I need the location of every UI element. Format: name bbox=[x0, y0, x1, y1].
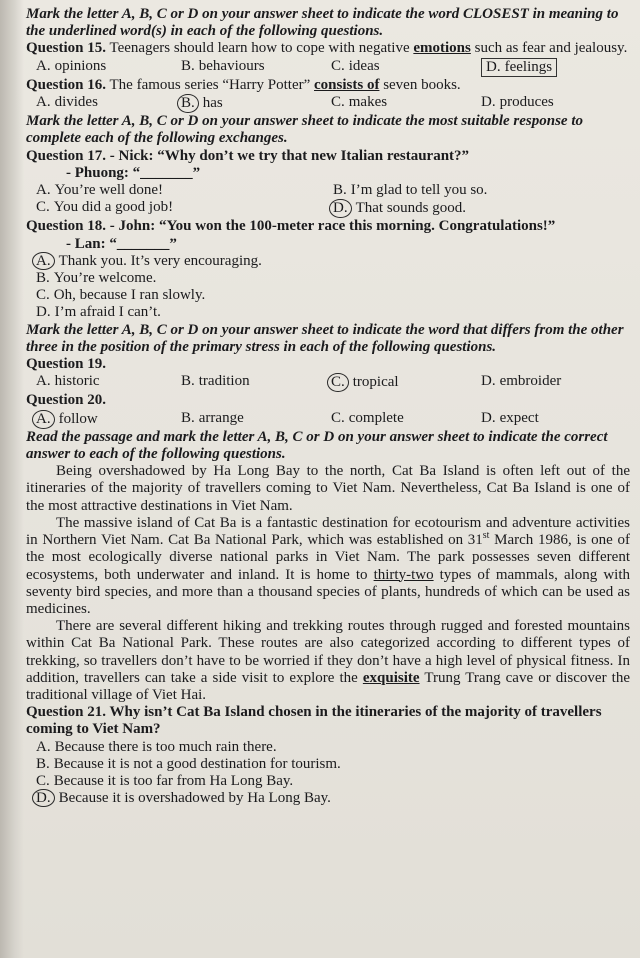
q17-speaker2: - Phuong: “_______” bbox=[66, 164, 201, 181]
q21-option-b[interactable] bbox=[26, 756, 630, 773]
q18-option-d[interactable] bbox=[26, 304, 630, 321]
p3-underlined-word: exquisite bbox=[362, 669, 420, 686]
q16-target: consists of bbox=[314, 76, 380, 93]
q20-option-b[interactable] bbox=[181, 410, 331, 429]
option-letter-circled: D. bbox=[32, 789, 55, 807]
option-letter: C. bbox=[331, 94, 345, 111]
option-letter-circled: D. bbox=[329, 199, 352, 218]
option-letter: C. bbox=[36, 287, 50, 304]
option-letter-circled: C. bbox=[327, 373, 349, 392]
p2-part-c: types of mammals, along with seventy bird species, and more than a thousand species of plants, hundreds of which can be used as medicines. bbox=[26, 566, 630, 617]
option-text: You’re welcome. bbox=[53, 270, 157, 287]
q21-label: Question 21. bbox=[26, 704, 107, 721]
q15-option-d[interactable] bbox=[481, 58, 626, 77]
option-text: opinions bbox=[54, 57, 107, 74]
option-letter: B. bbox=[181, 373, 195, 390]
option-letter: C. bbox=[331, 409, 345, 426]
question-18 bbox=[26, 218, 630, 235]
option-text: You’re well done! bbox=[54, 182, 164, 199]
page-fold-shadow bbox=[0, 0, 24, 958]
option-text: Because there is too much rain there. bbox=[54, 738, 277, 755]
q18-label: Question 18. bbox=[26, 218, 107, 235]
question-16 bbox=[26, 77, 630, 94]
q16-options bbox=[26, 94, 630, 113]
p2-underlined-word: thirty-two bbox=[373, 566, 434, 583]
option-letter: A. bbox=[36, 373, 51, 390]
option-text: divides bbox=[54, 94, 98, 111]
q20-options bbox=[26, 410, 630, 429]
option-letter: C. bbox=[331, 57, 345, 74]
option-letter: A. bbox=[36, 182, 51, 199]
option-letter: C. bbox=[36, 199, 50, 216]
option-text: You did a good job! bbox=[53, 199, 174, 216]
q17-label: Question 17. bbox=[26, 147, 107, 164]
q16-post: seven books. bbox=[383, 76, 461, 93]
option-text: feelings bbox=[504, 58, 553, 75]
q15-option-b[interactable] bbox=[181, 58, 331, 77]
section2-instruction: Mark the letter A, B, C or D on your answer sheet to indicate the most suitable response to complete each of the following exchanges. bbox=[26, 113, 583, 147]
q16-option-b[interactable] bbox=[181, 94, 331, 113]
option-letter: B. bbox=[36, 270, 50, 287]
option-text: Because it is too far from Ha Long Bay. bbox=[53, 772, 294, 789]
option-text: makes bbox=[348, 94, 388, 111]
q19-option-c[interactable] bbox=[331, 373, 481, 392]
option-text: Thank you. It’s very encouraging. bbox=[58, 252, 262, 269]
passage-paragraph-3 bbox=[26, 618, 630, 704]
option-letter: D. bbox=[486, 58, 501, 75]
option-text: produces bbox=[499, 94, 554, 111]
option-text: tradition bbox=[198, 373, 250, 390]
passage-paragraph-1: Being overshadowed by Ha Long Bay to the north, Cat Ba Island is often left out of the itineraries of the majority of travellers coming to Viet Nam. Nevertheless, Cat Ba Island is one of the most attractive destinations in Viet Nam. bbox=[26, 463, 630, 514]
q15-label: Question 15. bbox=[26, 40, 107, 57]
option-letter: B. bbox=[181, 57, 195, 74]
passage-paragraph-2 bbox=[26, 515, 630, 618]
q17-options-row2 bbox=[26, 199, 630, 218]
option-text: Oh, because I ran slowly. bbox=[53, 287, 206, 304]
question-17 bbox=[26, 148, 630, 165]
section4-instruction: Read the passage and mark the letter A, B, C or D on your answer sheet to indicate the correct answer to each of the following questions. bbox=[26, 428, 608, 463]
option-letter: A. bbox=[36, 94, 51, 111]
option-text: ideas bbox=[348, 57, 380, 74]
option-letter-circled: B. bbox=[177, 94, 199, 113]
option-letter: D. bbox=[481, 94, 496, 111]
q19-options bbox=[26, 373, 630, 392]
option-text: complete bbox=[348, 409, 404, 426]
q17-speaker1: - Nick: “Why don’t we try that new Italian restaurant?” bbox=[109, 147, 470, 164]
option-letter: B. bbox=[333, 182, 347, 199]
question-21 bbox=[26, 704, 630, 738]
option-letter: D. bbox=[481, 409, 496, 426]
option-letter: C. bbox=[36, 772, 50, 789]
q16-label: Question 16. bbox=[26, 76, 107, 93]
option-text: follow bbox=[58, 410, 98, 427]
option-text: I’m glad to tell you so. bbox=[350, 182, 488, 199]
option-text: behaviours bbox=[198, 57, 265, 74]
option-text: expect bbox=[499, 409, 539, 426]
option-letter: B. bbox=[181, 409, 195, 426]
option-text: tropical bbox=[352, 374, 399, 391]
p3-part-a: There are several different hiking and trekking routes through rugged and forested mountains within Cat Ba National Park. These routes are also categorized according to different types of trekking, so travellers don’t have to be worried if they don’t have a high level of physical fitness. In addition, travellers can take a side visit to explore the bbox=[26, 618, 630, 686]
p2-superscript: st bbox=[482, 530, 490, 542]
q15-target: emotions bbox=[413, 40, 471, 57]
option-text: has bbox=[202, 95, 223, 112]
q20-option-c[interactable] bbox=[331, 410, 481, 429]
q19-option-b[interactable] bbox=[181, 373, 331, 392]
q21-option-a[interactable] bbox=[26, 739, 630, 756]
q20-label: Question 20. bbox=[26, 392, 107, 409]
option-text: Because it is not a good destination for tourism. bbox=[53, 755, 341, 772]
q18-speaker1: - John: “You won the 100-meter race this morning. Congratulations!” bbox=[109, 218, 556, 235]
q19-option-a[interactable] bbox=[36, 373, 181, 392]
option-text: historic bbox=[54, 373, 100, 390]
question-15 bbox=[26, 40, 630, 57]
q15-option-a[interactable] bbox=[36, 58, 181, 77]
p2-part-a: The massive island of Cat Ba is a fantastic destination for ecotourism and adventure activities in Northern Viet Nam. Cat Ba National Park, which was established on 31 bbox=[26, 514, 630, 549]
q17-options-row1 bbox=[26, 182, 630, 199]
q20-option-a[interactable] bbox=[36, 410, 181, 429]
q16-pre: The famous series “Harry Potter” bbox=[109, 76, 311, 93]
section1-instruction: Mark the letter A, B, C or D on your answer sheet to indicate the word CLOSEST in meaning to the underlined word(s) in each of the following questions. bbox=[26, 6, 619, 40]
q16-option-c[interactable] bbox=[331, 94, 481, 113]
option-letter-circled: A. bbox=[32, 410, 55, 429]
q19-option-d[interactable] bbox=[481, 373, 626, 392]
option-text: Because it is overshadowed by Ha Long Bay. bbox=[58, 790, 331, 807]
q20-option-d[interactable] bbox=[481, 410, 626, 429]
q15-options bbox=[26, 58, 630, 77]
q15-pre: Teenagers should learn how to cope with negative bbox=[109, 40, 410, 57]
q16-option-d[interactable] bbox=[481, 94, 626, 113]
option-text: embroider bbox=[499, 373, 562, 390]
q19-label: Question 19. bbox=[26, 356, 107, 373]
section3-instruction: Mark the letter A, B, C or D on your answer sheet to indicate the word that differs from the other three in the position of the primary stress in each of the following questions. bbox=[26, 321, 624, 355]
option-text: That sounds good. bbox=[355, 200, 467, 217]
p2-part-b: March 1986, is one of the most ecologically diverse national parks in Viet Nam. The park possesses seven different ecosystems, both underwater and inland. It is home to bbox=[26, 532, 630, 583]
option-text: arrange bbox=[198, 409, 244, 426]
option-letter: D. bbox=[481, 373, 496, 390]
p3-part-b: Trung Trang cave or discover the traditional village of Viet Hai. bbox=[26, 669, 630, 703]
option-letter: A. bbox=[36, 57, 51, 74]
option-letter: A. bbox=[36, 738, 51, 755]
option-letter-circled: A. bbox=[32, 252, 55, 270]
q18-option-c[interactable] bbox=[26, 287, 630, 304]
q21-text: Why isn’t Cat Ba Island chosen in the itineraries of the majority of travellers coming to Viet Nam? bbox=[26, 704, 602, 738]
q16-option-a[interactable] bbox=[36, 94, 181, 113]
q17-option-c[interactable] bbox=[36, 199, 333, 218]
option-letter: B. bbox=[36, 755, 50, 772]
q21-option-d[interactable] bbox=[26, 790, 630, 807]
q21-option-c[interactable] bbox=[26, 773, 630, 790]
option-letter: D. bbox=[36, 304, 51, 321]
q18-speaker2: - Lan: “_______” bbox=[66, 235, 177, 252]
option-text: I’m afraid I can’t. bbox=[54, 304, 161, 321]
q17-option-d[interactable] bbox=[333, 199, 630, 218]
q15-option-c[interactable] bbox=[331, 58, 481, 77]
q18-option-a[interactable] bbox=[26, 253, 630, 270]
answer-mark-box bbox=[481, 58, 557, 77]
q17-option-a[interactable] bbox=[36, 182, 333, 199]
q17-option-b[interactable] bbox=[333, 182, 630, 199]
q18-option-b[interactable] bbox=[26, 270, 630, 287]
q15-post: such as fear and jealousy. bbox=[474, 40, 628, 57]
